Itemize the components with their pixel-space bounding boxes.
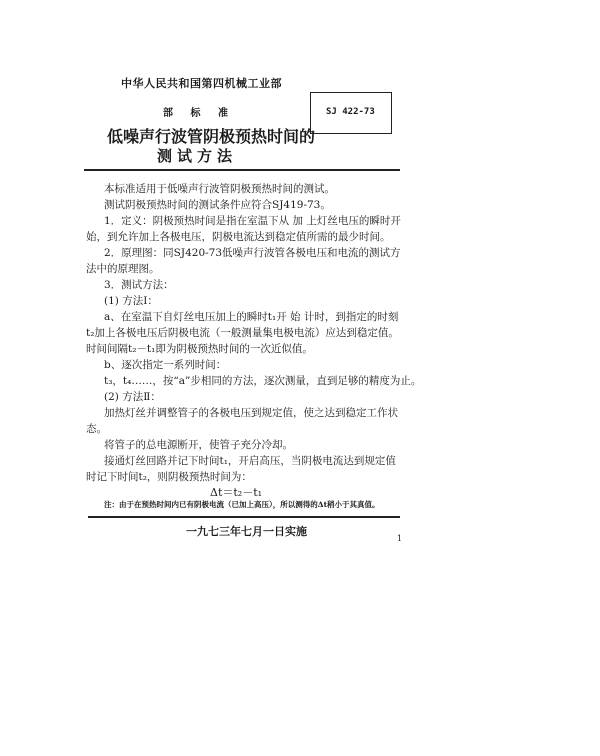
paragraph-line: 测试阴极预热时间的测试条件应符合SJ419-73。 — [104, 199, 331, 211]
paragraph-line: 态。 — [86, 423, 107, 435]
page-number: 1 — [397, 534, 403, 543]
paragraph-line: (1) 方法Ⅰ： — [104, 295, 158, 307]
paragraph-line: 时记下时间t₂，则阴极预热时间为： — [86, 471, 252, 483]
paragraph-line: (2) 方法Ⅱ： — [104, 391, 161, 403]
implementation-date: 一九七三年七月一日实施 — [186, 525, 307, 538]
paragraph-line: b、逐次指定一系列时间： — [104, 359, 227, 371]
document-title-line2: 测试方法 — [157, 147, 238, 165]
paragraph-line: 时间间隔t₂－t₁即为阴极预热时间的一次近似值。 — [86, 343, 313, 355]
paragraph-line: 始，到允许加上各极电压，阴极电流达到稳定值所需的最少时间。 — [86, 231, 391, 243]
paragraph-line: 3．测试方法： — [104, 279, 174, 291]
paragraph-line: a、在室温下自灯丝电压加上的瞬时t₁开 始 计时，到指定的时刻 — [104, 311, 399, 323]
header-divider — [84, 169, 400, 171]
paragraph-line: 将管子的总电源断开，使管子充分冷却。 — [104, 439, 293, 451]
paragraph-line: 法中的原理图。 — [86, 263, 160, 275]
paragraph-line: 加热灯丝并调整管子的各极电压到规定值，使之达到稳定工作状 — [104, 407, 398, 419]
paragraph-line: t₂加上各极电压后阴极电流（一般测量集电极电流）应达到稳定值。 — [86, 327, 399, 339]
footnote: 注：由于在预热时间内已有阴极电流（已加上高压），所以测得的Δt稍小于其真值。 — [104, 500, 380, 509]
paragraph-line: 本标准适用于低噪声行波管阴极预热时间的测试。 — [104, 183, 335, 195]
standard-code: SJ 422-73 — [326, 107, 375, 117]
paragraph-line: 接通灯丝回路并记下时间t₁，开启高压，当阴极电流达到规定值 — [104, 455, 396, 467]
paragraph-line: 1．定义：阴极预热时间是指在室温下从 加 上灯丝电压的瞬时开 — [104, 215, 401, 227]
document-title-line1: 低噪声行波管阴极预热时间的 — [107, 127, 316, 146]
standard-type: 部 标 准 — [163, 108, 228, 119]
paragraph-line: 2．原理图：同SJ420-73低噪声行波管各极电压和电流的测试方 — [104, 247, 401, 259]
ministry-name: 中华人民共和国第四机械工业部 — [121, 77, 282, 90]
footer-divider — [88, 516, 400, 518]
paragraph-line: t₃，t₄……，按“a”步相同的方法，逐次测量，直到足够的精度为止。 — [104, 375, 422, 387]
formula: Δt＝t₂－t₁ — [210, 486, 263, 499]
